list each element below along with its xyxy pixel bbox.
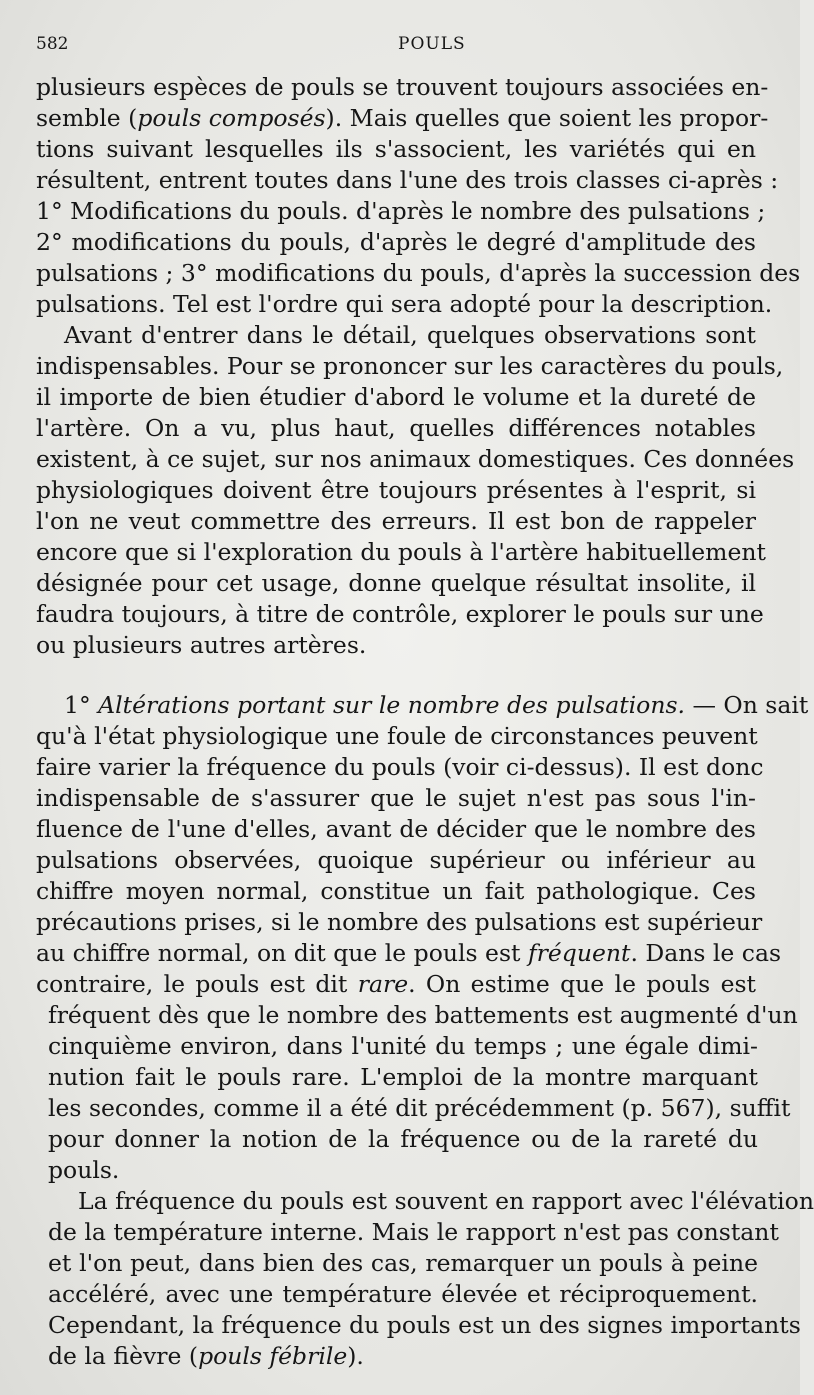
text-line: indispensables. Pour se prononcer sur les caractères du pouls, xyxy=(36,352,784,380)
text-line: contraire, le pouls est dit rare. On estime que le pouls est xyxy=(36,970,756,998)
text-line: pulsations observées, quoique supérieur ou inférieur au xyxy=(36,846,756,874)
text-line: Cependant, la fréquence du pouls est un des signes importants xyxy=(48,1311,801,1339)
text-line: faire varier la fréquence du pouls (voir ci-dessus). Il est donc xyxy=(36,753,764,781)
text-line: de la fièvre (pouls fébrile). xyxy=(48,1342,364,1370)
emphasis: pouls fébrile xyxy=(198,1342,348,1370)
text-line: précautions prises, si le nombre des pulsations est supérieur xyxy=(36,908,763,936)
text-line: l'on ne veut commettre des erreurs. Il est bon de rappeler xyxy=(36,507,756,535)
text-line: accéléré, avec une température élevée et réciproquement. xyxy=(48,1280,758,1308)
section-heading: Altérations portant sur le nombre des pulsations. xyxy=(98,691,685,719)
text-line: Avant d'entrer dans le détail, quelques observations sont xyxy=(64,321,756,349)
emphasis: rare xyxy=(357,970,409,998)
page-header xyxy=(36,34,764,58)
text-line: 2° modifications du pouls, d'après le degré d'amplitude des xyxy=(36,228,756,256)
text-line: résultent, entrent toutes dans l'une des trois classes ci-après : xyxy=(36,166,779,194)
text-line: pouls. xyxy=(48,1156,120,1184)
text-line: désignée pour cet usage, donne quelque résultat insolite, il xyxy=(36,569,756,597)
text-line: les secondes, comme il a été dit précédemment (p. 567), suffit xyxy=(48,1094,791,1122)
text-line: La fréquence du pouls est souvent en rapport avec l'élévation xyxy=(78,1187,814,1215)
text-line: pulsations ; 3° modifications du pouls, d'après la succession des xyxy=(36,259,801,287)
text-line: encore que si l'exploration du pouls à l'artère habituellement xyxy=(36,538,766,566)
text-line: fluence de l'une d'elles, avant de décider que le nombre des xyxy=(36,815,756,843)
text-line: 1° Modifications du pouls. d'après le nombre des pulsations ; xyxy=(36,197,766,225)
text-line: nution fait le pouls rare. L'emploi de la montre marquant xyxy=(48,1063,758,1091)
text-line: physiologiques doivent être toujours présentes à l'esprit, si xyxy=(36,476,756,504)
text-line: pulsations. Tel est l'ordre qui sera adopté pour la description. xyxy=(36,290,773,318)
text-line: au chiffre normal, on dit que le pouls est fréquent. Dans le cas xyxy=(36,939,782,967)
text-line: ou plusieurs autres artères. xyxy=(36,631,367,659)
page-number: 582 xyxy=(36,34,69,54)
running-head: POULS xyxy=(398,34,466,54)
text-line: pour donner la notion de la fréquence ou de la rareté du xyxy=(48,1125,758,1153)
text-line: chiffre moyen normal, constitue un fait pathologique. Ces xyxy=(36,877,756,905)
text-line: il importe de bien étudier d'abord le volume et la dureté de xyxy=(36,383,756,411)
emphasis: pouls composés xyxy=(137,104,326,132)
text-line: fréquent dès que le nombre des battements est augmenté d'un xyxy=(48,1001,798,1029)
text-line: et l'on peut, dans bien des cas, remarquer un pouls à peine xyxy=(48,1249,758,1277)
text-line: existent, à ce sujet, sur nos animaux domestiques. Ces données xyxy=(36,445,795,473)
section-heading-line: 1° Altérations portant sur le nombre des pulsations. — On sait xyxy=(64,691,809,719)
text-line: plusieurs espèces de pouls se trouvent toujours associées en- xyxy=(36,73,769,101)
text-line: indispensable de s'assurer que le sujet n'est pas sous l'in- xyxy=(36,784,756,812)
text-line: qu'à l'état physiologique une foule de circonstances peuvent xyxy=(36,722,758,750)
text-line: faudra toujours, à titre de contrôle, explorer le pouls sur une xyxy=(36,600,764,628)
text-line: cinquième environ, dans l'unité du temps ; une égale dimi- xyxy=(48,1032,758,1060)
text-line: semble (pouls composés). Mais quelles que soient les propor- xyxy=(36,104,769,132)
emphasis: fréquent xyxy=(527,939,631,967)
text-line: tions suivant lesquelles ils s'associent, les variétés qui en xyxy=(36,135,756,163)
text-line: de la température interne. Mais le rapport n'est pas constant xyxy=(48,1218,779,1246)
text-line: l'artère. On a vu, plus haut, quelles différences notables xyxy=(36,414,756,442)
